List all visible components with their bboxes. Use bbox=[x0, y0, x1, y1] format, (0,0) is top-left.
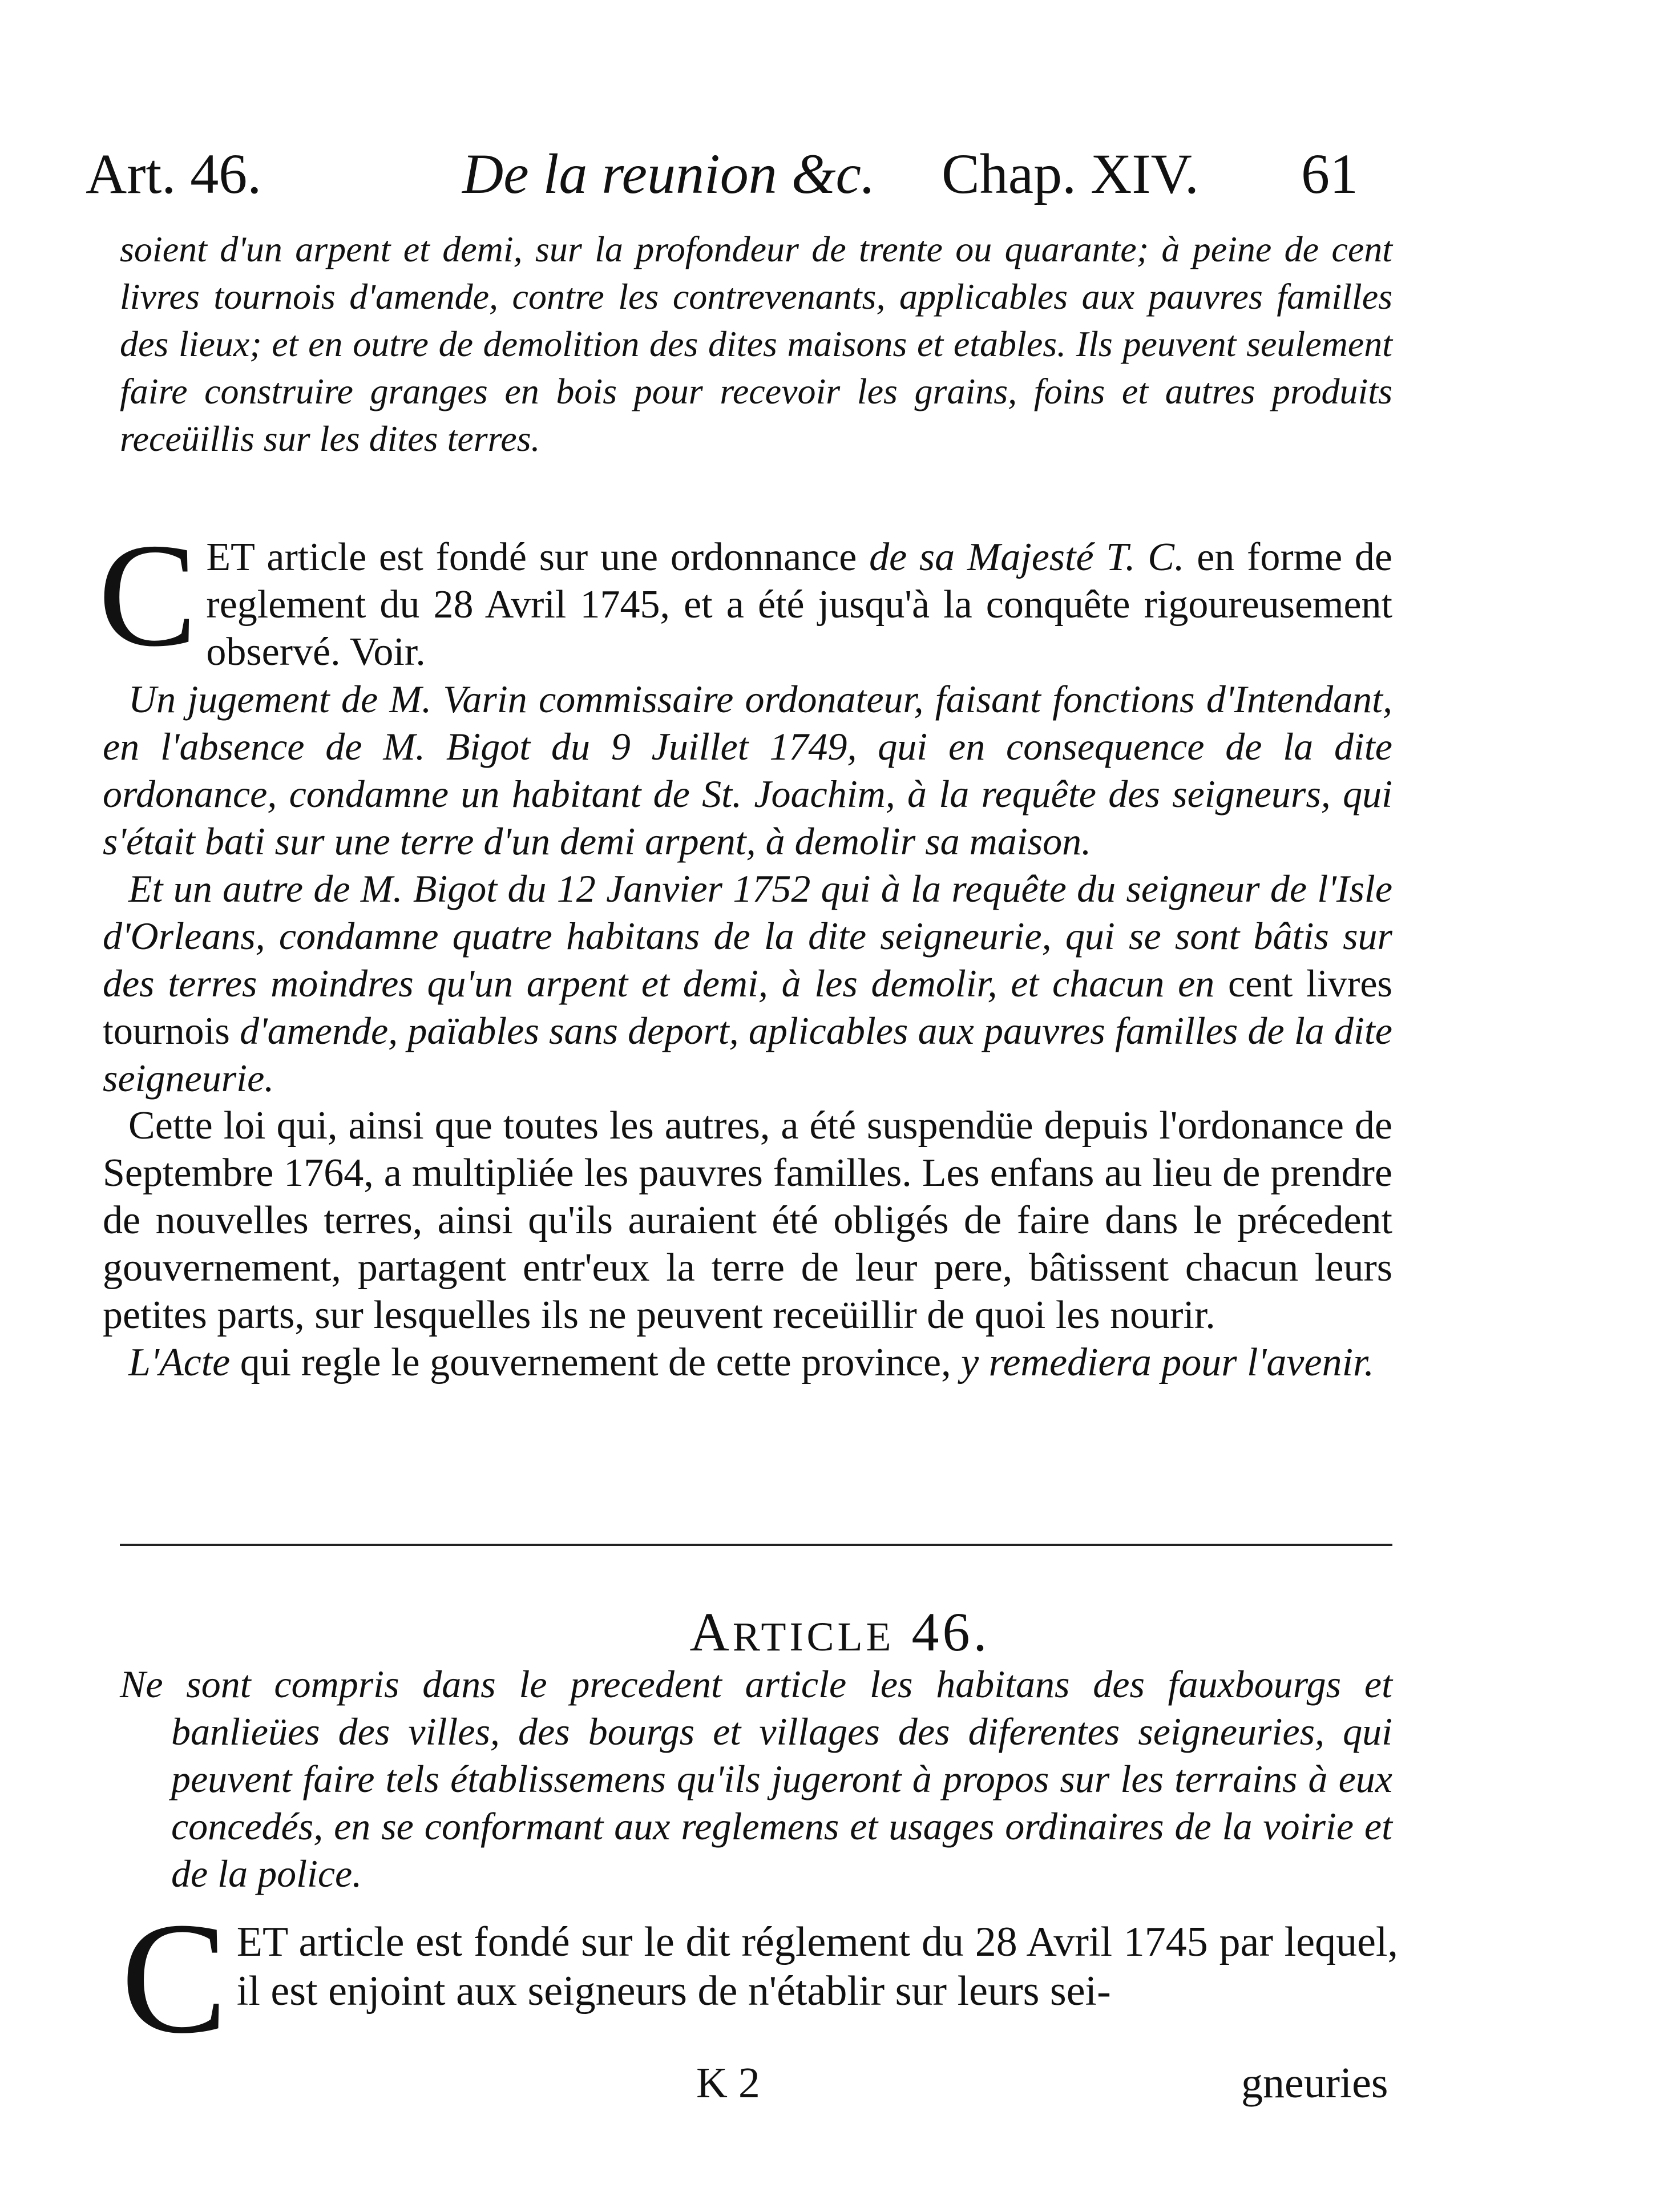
article45-quote-text: soient d'un arpent et demi, sur la profondeur de trente ou quarante; à peine de cent livres tournois d'amende, contre les contrevenants, applicables aux pauvres familles des lieux; et en outre de demolition des dites maisons et etables. Ils peuvent seulement faire construire granges en bois pour recevoir les grains, foins et autres produits receüillis sur les dites terres. bbox=[120, 229, 1392, 459]
commentary-p1-italic: de sa Majesté T. C. bbox=[869, 535, 1185, 579]
commentary-p4: Cette loi qui, ainsi que toutes les autres, a été suspendüe depuis l'ordonance de Septembre 1764, a multipliée les pauvres familles. Les enfans au lieu de prendre de nouvelles terres, ainsi qu'ils auraient été obligés de faire dans le précedent gouvernement, partagent entr'eux la terre de leur pere, bâtissent chacun leurs petites parts, sur lesquelles ils ne peuvent receüillir de quoi les nourir. bbox=[103, 1104, 1392, 1337]
commentary-p5 bbox=[103, 1339, 1392, 1386]
commentary-p1 bbox=[98, 513, 1392, 677]
catchword: gneuries bbox=[1241, 2059, 1388, 2107]
signature-mark: K 2 bbox=[696, 2059, 760, 2107]
commentary-p3-a: Et un autre de M. Bigot du 12 Janvier 1752 qui à la requête du seigneur de l'Isle d'Orleans, condamne quatre habitans de la dite seigneurie, qui se sont bâtis sur des terres moindres qu'un arpent et demi, à les demolir, et chacun en bbox=[103, 867, 1392, 1005]
header-title: De la reunion &c. bbox=[462, 142, 875, 205]
article46-heading-first: A bbox=[689, 1601, 733, 1662]
commentary bbox=[98, 513, 1392, 1386]
article46-heading-rest: RTICLE bbox=[732, 1614, 895, 1660]
article46-text-block bbox=[120, 1661, 1392, 1898]
article46-comment-text: ET article est fondé sur le dit réglement du 28 Avril 1745 par lequel, il est enjoint aux seigneurs de n'établir sur leurs sei- bbox=[236, 1919, 1398, 2015]
page-number: 61 bbox=[1301, 142, 1358, 205]
header-article: Art. 46. bbox=[86, 142, 262, 205]
commentary-p1-tail: en forme de reglement du 28 Avril 1745, et a été jusqu'à la conquête rigoureusement observé. Voir. bbox=[206, 535, 1392, 674]
article46-heading-num: 46. bbox=[911, 1601, 991, 1662]
article46-commentary bbox=[121, 1889, 1398, 2066]
commentary-p5-a: L'Acte bbox=[128, 1341, 231, 1384]
section-divider bbox=[120, 1544, 1392, 1546]
article45-quote bbox=[120, 225, 1392, 462]
commentary-p3 bbox=[103, 865, 1392, 1102]
article46-comment bbox=[121, 1889, 1398, 2066]
drop-cap-2: C bbox=[121, 1889, 228, 2066]
header-chapter: Chap. XIV. bbox=[942, 142, 1199, 205]
drop-cap: C bbox=[98, 513, 197, 677]
commentary-p3-b: cent livres tournois bbox=[103, 962, 1392, 1052]
commentary-p3-c: d'amende, païables sans deport, aplicables aux pauvres familles de la dite seigneurie. bbox=[103, 1009, 1392, 1100]
commentary-p1-text: ET article est fondé sur une ordonnance bbox=[206, 535, 870, 579]
running-header bbox=[86, 131, 1398, 217]
page-footer bbox=[0, 2054, 1680, 2112]
commentary-p5-b: qui regle le gouvernement de cette province, bbox=[230, 1341, 962, 1384]
commentary-p2: Un jugement de M. Varin commissaire ordonateur, faisant fonctions d'Intendant, en l'absence de M. Bigot du 9 Juillet 1749, qui en consequence de la dite ordonance, condamne un habitant de St. Joachim, à la requête des seigneurs, qui s'était bati sur une terre d'un demi arpent, à demolir sa maison. bbox=[103, 677, 1392, 863]
commentary-p5-c: y remediera pour l'avenir. bbox=[961, 1341, 1375, 1384]
article46-text: Ne sont compris dans le precedent article les habitans des fauxbourgs et banlieües des villes, des bourgs et villages des diferentes seigneuries, qui peuvent faire tels établissemens qu'ils jugeront à propos sur les terrains à eux concedés, en se conformant aux reglemens et usages ordinaires de la voirie et de la police. bbox=[120, 1662, 1392, 1895]
